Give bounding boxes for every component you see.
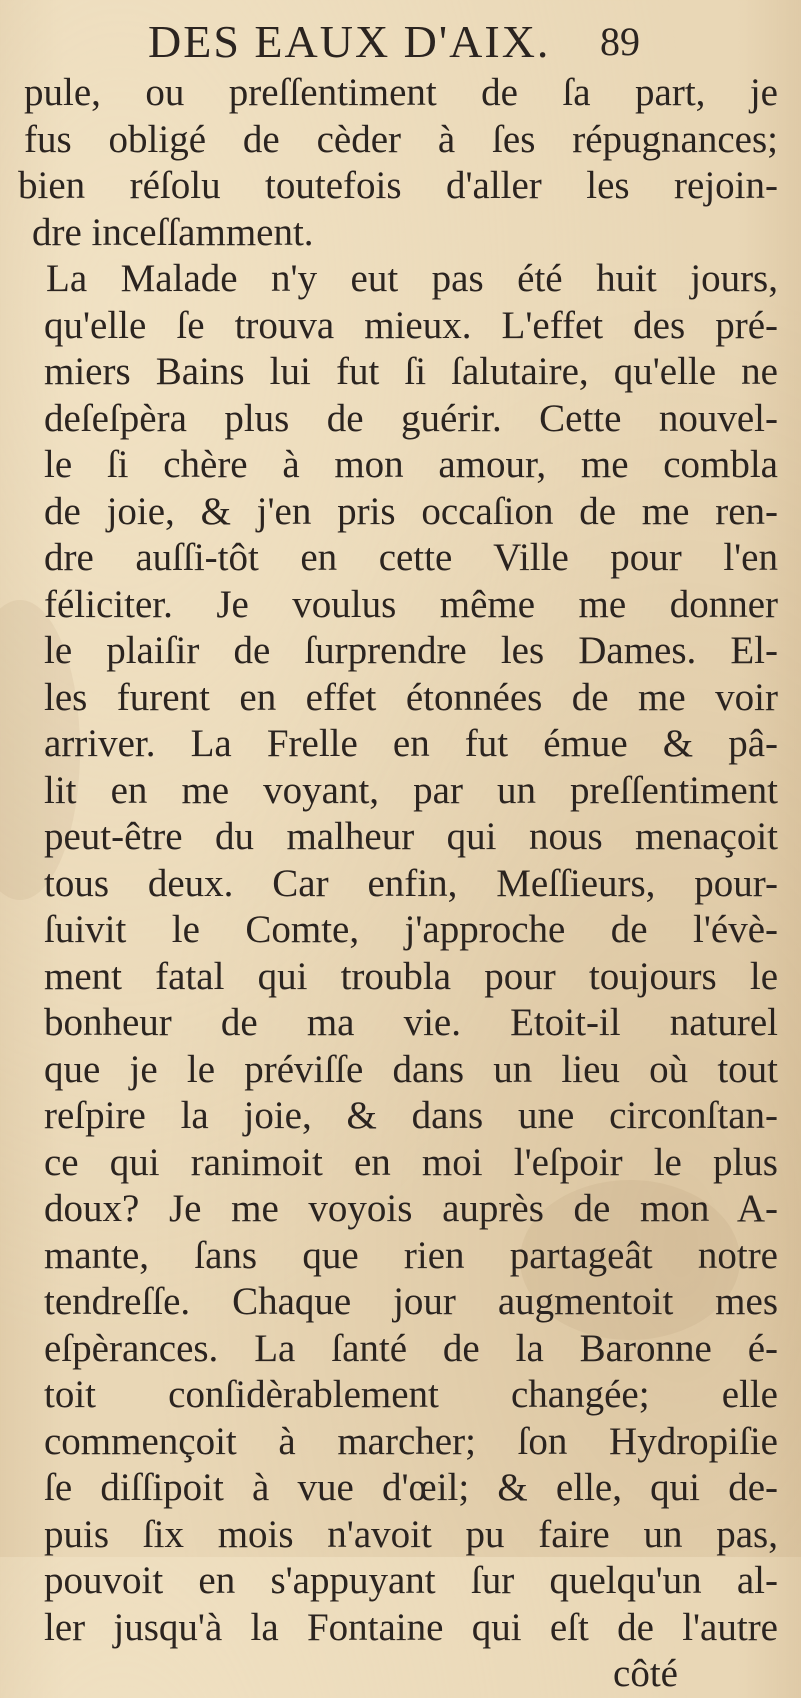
text-line: peut-être du malheur qui nous menaçoit: [44, 815, 778, 858]
text-line: reſpire la joie, & dans une circonſtan-: [44, 1094, 778, 1137]
body-text: [18, 70, 778, 1698]
text-line: miers Bains lui fut ſi ſalutaire, qu'elle ne: [44, 350, 778, 393]
text-line: bien réſolu toutefois d'aller les rejoin-: [18, 164, 778, 207]
text-line: ſe diſſipoit à vue d'œil; & elle, qui de-: [44, 1466, 778, 1509]
text-line: ler jusqu'à la Fontaine qui eſt de l'autre: [44, 1605, 778, 1649]
text-line: ſuivit le Comte, j'approche de l'évè-: [44, 908, 778, 951]
text-line: le ſi chère à mon amour, me combla: [44, 443, 778, 486]
text-line: commençoit à marcher; ſon Hydropiſie: [44, 1419, 778, 1463]
text-line: lit en me voyant, par un preſſentiment: [44, 768, 778, 812]
text-line: ment fatal qui troubla pour toujours le: [44, 954, 778, 998]
text-line: bonheur de ma vie. Etoit-il naturel: [44, 1001, 778, 1044]
running-title: DES EAUX D'AIX.: [148, 16, 551, 67]
text-line: mante, ſans que rien partageât notre: [44, 1233, 778, 1277]
text-line: dre auſſi-tôt en cette Ville pour l'en: [44, 536, 778, 579]
text-line: qu'elle ſe trouva mieux. L'effet des pré-: [44, 303, 778, 347]
text-line: arriver. La Frelle en fut émue & pâ-: [44, 722, 778, 765]
catchword: côté: [613, 1652, 678, 1695]
text-line: les furent en effet étonnées de me voir: [44, 675, 778, 719]
text-line: dre inceſſamment.: [32, 210, 314, 254]
text-line: tous deux. Car enfin, Meſſieurs, pour-: [44, 861, 778, 905]
text-line: féliciter. Je voulus même me donner: [44, 582, 778, 626]
text-line: doux? Je me voyois auprès de mon A-: [44, 1187, 778, 1230]
text-line: le plaiſir de ſurprendre les Dames. El-: [44, 629, 778, 672]
text-line: que je le préviſſe dans un lieu où tout: [44, 1047, 778, 1091]
page-number: 89: [600, 19, 640, 64]
text-line: tendreſſe. Chaque jour augmentoit mes: [44, 1280, 778, 1323]
text-line: pule, ou preſſentiment de ſa part, je: [24, 71, 778, 114]
text-line: toit conſidèrablement changée; elle: [44, 1373, 778, 1416]
text-line: La Malade n'y eut pas été huit jours,: [46, 257, 778, 300]
text-line: ce qui ranimoit en moi l'eſpoir le plus: [44, 1140, 778, 1184]
text-line: eſpèrances. La ſanté de la Baronne é-: [44, 1326, 778, 1370]
text-line: deſeſpèra plus de guérir. Cette nouvel-: [44, 396, 778, 440]
text-line: puis ſix mois n'avoit pu faire un pas,: [44, 1512, 778, 1556]
page-header: [148, 14, 708, 70]
text-line: pouvoit en s'appuyant ſur quelqu'un al-: [44, 1559, 778, 1602]
text-line: fus obligé de cèder à ſes répugnances;: [24, 117, 778, 161]
text-line: de joie, & j'en pris occaſion de me ren-: [44, 489, 778, 533]
